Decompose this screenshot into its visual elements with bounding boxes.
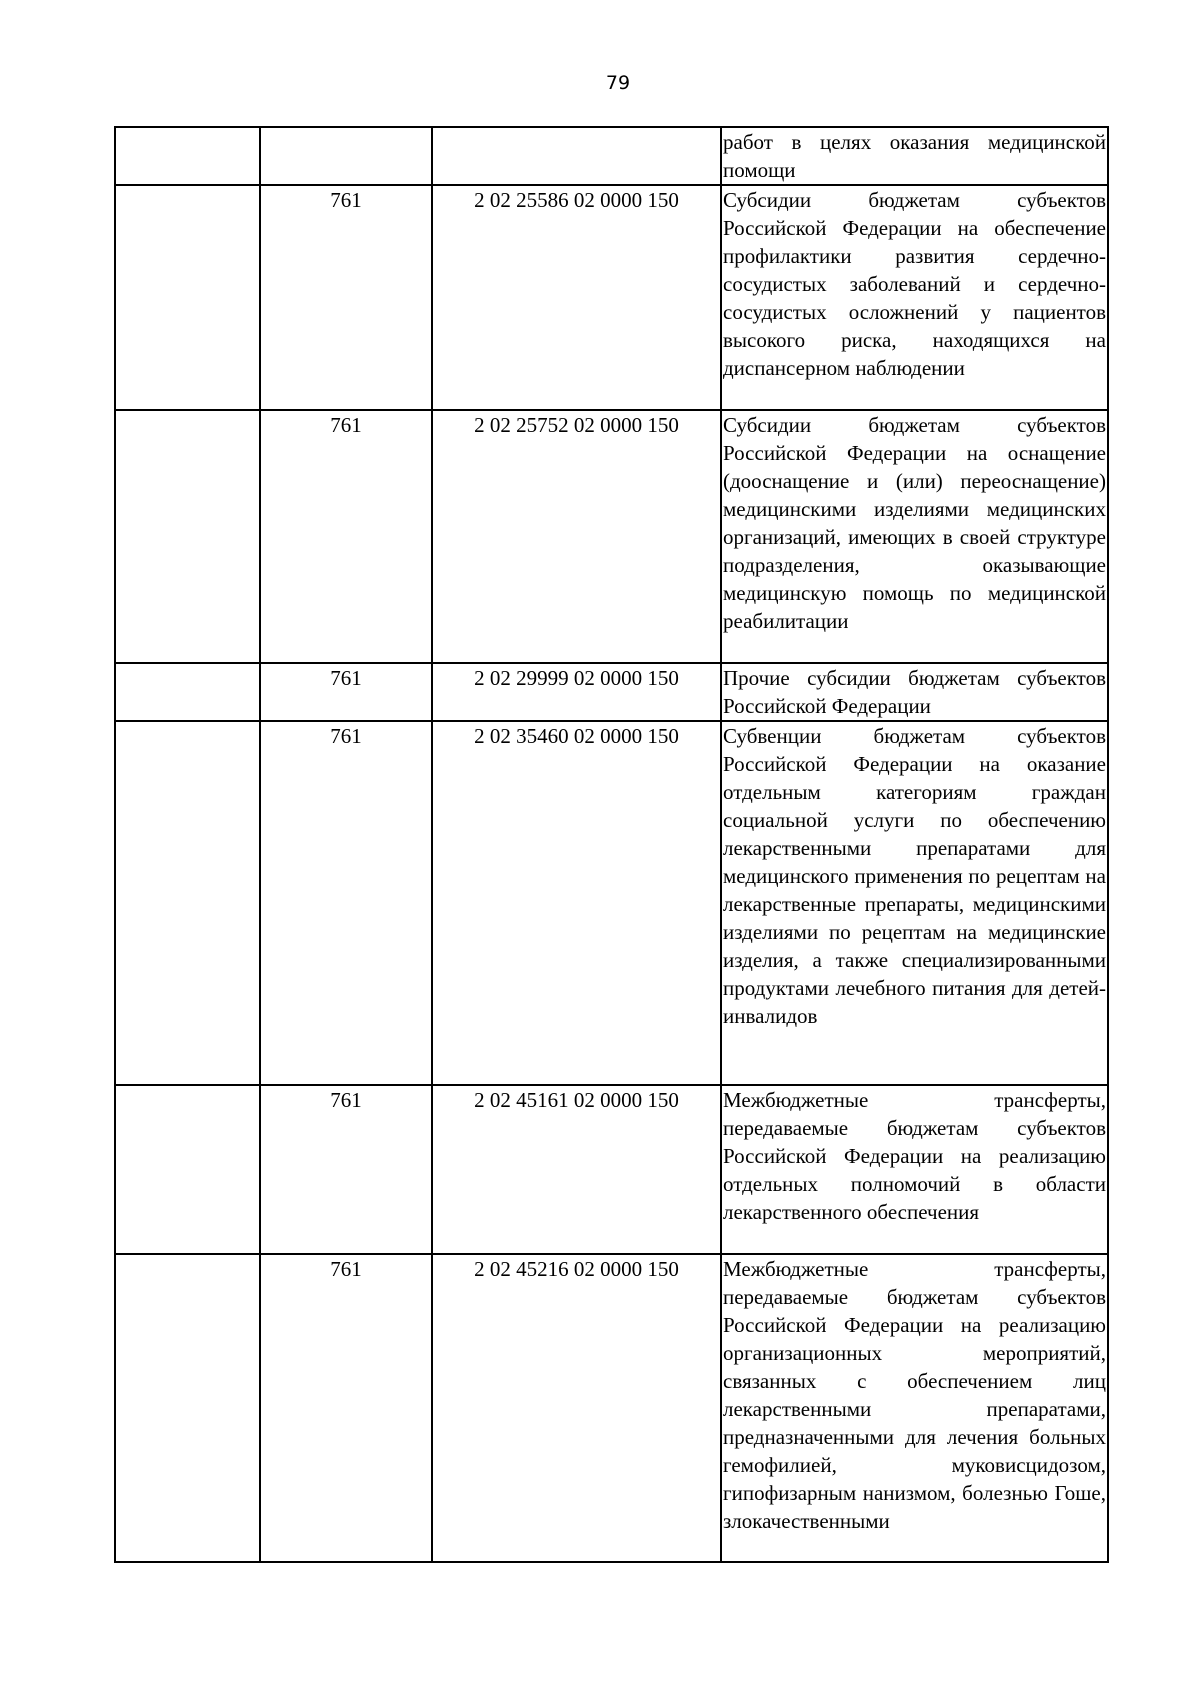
admin-code-cell bbox=[260, 127, 432, 185]
description-cell: Межбюджетные трансферты, передаваемые бюджетам субъектов Российской Федерации на реализацию отдельных полномочий в области лекарственного обеспечения bbox=[721, 1085, 1108, 1254]
blank-cell bbox=[115, 410, 260, 663]
admin-code-cell: 761 bbox=[260, 185, 432, 410]
budget-code-cell bbox=[432, 127, 721, 185]
page-number: 79 bbox=[605, 72, 631, 94]
blank-cell bbox=[115, 127, 260, 185]
table-row bbox=[115, 127, 1108, 185]
budget-code-cell: 2 02 45216 02 0000 150 bbox=[432, 1254, 721, 1562]
description-cell: Субсидии бюджетам субъектов Российской Федерации на оснащение (дооснащение и (или) переоснащение) медицинскими изделиями медицинских организаций, имеющих в своей структуре подразделения, оказывающие медицинскую помощь по медицинской реабилитации bbox=[721, 410, 1108, 663]
description-cell: Субвенции бюджетам субъектов Российской Федерации на оказание отдельным категориям граждан социальной услуги по обеспечению лекарственными препаратами для медицинского применения по рецептам на лекарственные препараты, медицинскими изделиями по рецептам на медицинские изделия, а также специализированными продуктами лечебного питания для детей-инвалидов bbox=[721, 721, 1108, 1085]
blank-cell bbox=[115, 663, 260, 721]
table-row bbox=[115, 1254, 1108, 1562]
description-cell: Субсидии бюджетам субъектов Российской Федерации на обеспечение профилактики развития сердечно-сосудистых заболеваний и сердечно-сосудистых осложнений у пациентов высокого риска, находящихся на диспансерном наблюдении bbox=[721, 185, 1108, 410]
description-cell: Прочие субсидии бюджетам субъектов Российской Федерации bbox=[721, 663, 1108, 721]
admin-code-cell: 761 bbox=[260, 721, 432, 1085]
admin-code-cell: 761 bbox=[260, 410, 432, 663]
table-row bbox=[115, 721, 1108, 1085]
table-row bbox=[115, 1085, 1108, 1254]
description-cell: Межбюджетные трансферты, передаваемые бюджетам субъектов Российской Федерации на реализацию организационных мероприятий, связанных с обеспечением лиц лекарственными препаратами, предназначенными для лечения больных гемофилией, муковисцидозом, гипофизарным нанизмом, болезнью Гоше, злокачественными bbox=[721, 1254, 1108, 1562]
blank-cell bbox=[115, 1254, 260, 1562]
admin-code-cell: 761 bbox=[260, 663, 432, 721]
budget-code-cell: 2 02 25586 02 0000 150 bbox=[432, 185, 721, 410]
table-row bbox=[115, 663, 1108, 721]
table-row bbox=[115, 410, 1108, 663]
blank-cell bbox=[115, 721, 260, 1085]
description-cell: работ в целях оказания медицинской помощи bbox=[721, 127, 1108, 185]
blank-cell bbox=[115, 1085, 260, 1254]
admin-code-cell: 761 bbox=[260, 1085, 432, 1254]
budget-code-cell: 2 02 25752 02 0000 150 bbox=[432, 410, 721, 663]
budget-code-cell: 2 02 29999 02 0000 150 bbox=[432, 663, 721, 721]
budget-code-cell: 2 02 45161 02 0000 150 bbox=[432, 1085, 721, 1254]
budget-code-table bbox=[114, 126, 1109, 1563]
admin-code-cell: 761 bbox=[260, 1254, 432, 1562]
table-row bbox=[115, 185, 1108, 410]
budget-code-cell: 2 02 35460 02 0000 150 bbox=[432, 721, 721, 1085]
blank-cell bbox=[115, 185, 260, 410]
